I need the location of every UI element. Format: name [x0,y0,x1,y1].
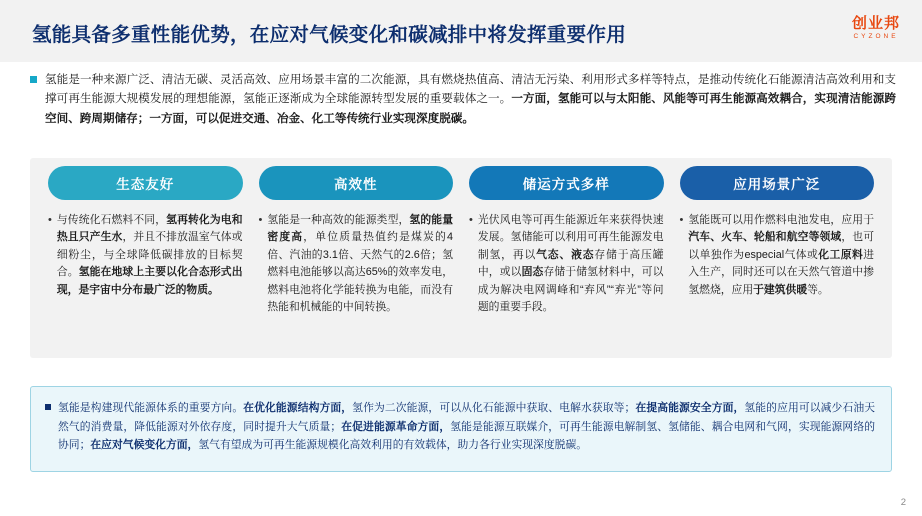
dot-bullet-icon: • [258,214,263,226]
card-body-storage-transport [469,212,664,317]
card-title-application-scenarios: 应用场景广泛 [680,166,875,200]
card-eco-friendly [48,166,243,317]
dot-bullet-icon: • [679,214,684,226]
card-text-eco-friendly: 与传统化石燃料不同，氢再转化为电和热且只产生水，并且不排放温室气体或细粉尘，与全球降低碳排放的目标契合。氢能在地球上主要以化合态形式出现，是宇宙中分布最广泛的物质。 [56,214,243,296]
intro-text: 氢能是一种来源广泛、清洁无碳、灵活高效、应用场景丰富的二次能源，具有燃烧热值高、清洁无污染、利用形式多样等特点，是推动传统化石能源清洁高效利用和支撑可再生能源大规模发展的理想能源，氢能正逐渐成为全球能源转型发展的重要载体之一。一方面，氢能可以与太阳能、风能等可再生能源高效耦合，实现清洁能源跨空间、跨周期储存；一方面，可以促进交通、冶金、化工等传统行业实现深度脱碳。 [45,73,896,125]
card-text-storage-transport: 光伏风电等可再生能源近年来获得快速发展。氢储能可以利用可再生能源发电制氢，再以气态、液态存储于高压罐中，或以固态存储于储氢材料中，可以成为解决电网调峰和“弃风”“弃光”等问题的重要手段。 [477,214,664,314]
card-text-application-scenarios: 氢能既可以用作燃料电池发电，应用于汽车、火车、轮船和航空等领域，也可以单独作为especial气体或化工原料进入生产，同时还可以在天然气管道中掺氢燃烧，应用于建筑供暖等。 [688,214,875,296]
brand-logo [852,16,900,41]
logo-english-text: CYZONE [853,33,899,40]
card-body-eco-friendly [48,212,243,299]
page-number: 2 [900,497,906,508]
summary-text: 氢能是构建现代能源体系的重要方向。在优化能源结构方面，氢作为二次能源，可以从化石能源中获取、电解水获取等；在提高能源安全方面，氢能的应用可以减少石油天然气的消费量，降低能源对外依存度，同时提升大气质量；在促进能源革命方面，氢能是能源互联媒介，可再生能源电解制氢、氢储能、耦合电网和气网，实现能源网络的协同；在应对气候变化方面，氢气有望成为可再生能源规模化高效利用的有效载体，助力各行业实现深度脱碳。 [58,402,876,452]
square-bullet-icon [30,76,37,83]
card-body-application-scenarios [680,212,875,299]
card-body-high-efficiency [259,212,454,317]
page-title: 氢能具备多重性能优势，在应对气候变化和碳减排中将发挥重要作用 [32,24,627,46]
dot-bullet-icon: • [48,214,52,226]
card-application-scenarios [680,166,875,317]
logo-chinese-text: 创业邦 [851,15,900,32]
intro-paragraph [30,70,896,128]
square-bullet-icon [45,404,51,410]
card-title-high-efficiency: 高效性 [259,166,454,200]
dot-bullet-icon: • [469,214,473,226]
card-title-storage-transport: 储运方式多样 [469,166,664,200]
cards-container [30,166,892,317]
card-text-high-efficiency: 氢能是一种高效的能源类型，氢的能量密度高，单位质量热值约是煤炭的4倍、汽油的3.1倍、天然气的2.6倍；氢燃料电池能够以高达65%的效率发电，燃料电池将化学能转换为电能，而没有热能和机械能的中间转换。 [267,214,454,314]
slide-header [0,0,922,62]
card-storage-transport [469,166,664,317]
card-high-efficiency [259,166,454,317]
summary-callout [30,386,892,472]
card-title-eco-friendly: 生态友好 [48,166,243,200]
